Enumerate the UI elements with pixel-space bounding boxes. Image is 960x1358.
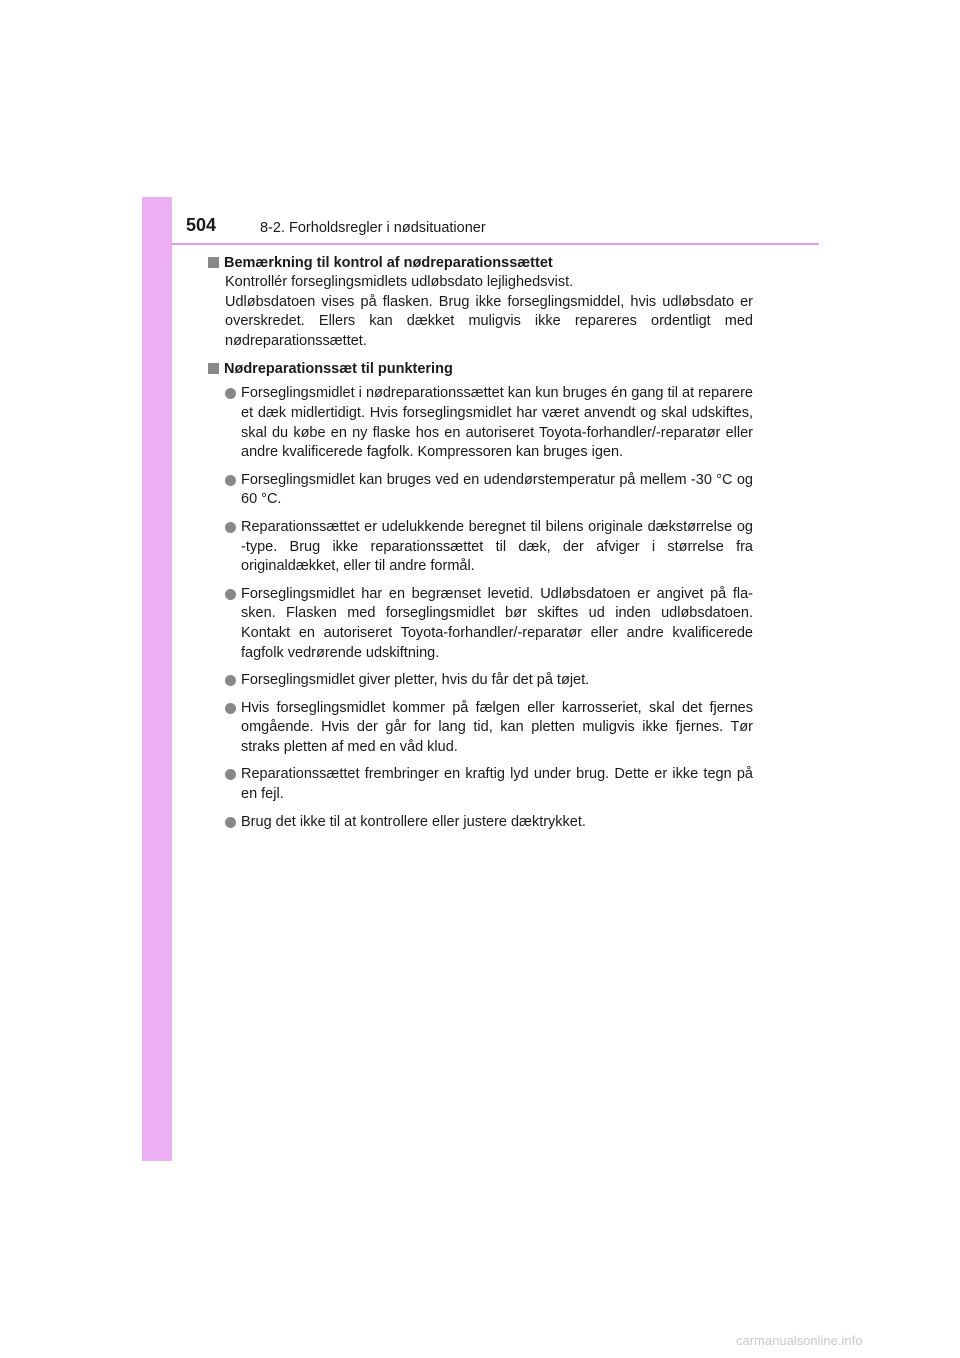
round-bullet-icon [225, 817, 236, 828]
header-rule [172, 243, 819, 245]
list-item-text: Forseglingsmidlet i nødreparationssættet kan kun bruges én gang til at reparere et dæk midlertidigt. Hvis forseglingsmidlet har været anvendt og skal udskiftes, skal du købe en ny flaske hos en autoriseret Toyota-forhandler/-reparatør eller andre kvalificerede fagfolk. Kompressoren kan bruges igen. [241, 385, 753, 461]
paragraph: Kontrollér forseglingsmidlets udløbsdato lejlighedsvist. [225, 274, 574, 290]
page-header [142, 197, 819, 245]
section-heading-text: Nødreparationssæt til punktering [224, 361, 453, 378]
watermark: carmanualsonline.info [736, 1333, 863, 1348]
round-bullet-icon [225, 589, 236, 600]
section-check-kit [208, 254, 753, 351]
list-item [225, 518, 753, 577]
section-heading-text: Bemærkning til kontrol af nødreparationssættet [224, 255, 553, 271]
page-content [208, 254, 753, 840]
list-item [225, 671, 753, 691]
list-item [225, 471, 753, 510]
round-bullet-icon [225, 475, 236, 486]
section-repair-kit [208, 360, 753, 832]
paragraph: Udløbsdatoen vises på flasken. Brug ikke forseglingsmiddel, hvis udløbsdato er overskredet. Ellers kan dækket muligvis ikke repareres ordentligt med nødreparationssættet. [225, 293, 753, 349]
list-item-text: Hvis forseglingsmidlet kommer på fælgen eller karrosseriet, skal det fjernes omgående. Hvis der går for lang tid, kan pletten muligvis ikke fjernes. Tør straks pletten af med en våd klud. [241, 699, 753, 755]
round-bullet-icon [225, 769, 236, 780]
list-item [225, 765, 753, 804]
section-title: 8-2. Forholdsregler i nødsituationer [260, 220, 486, 236]
square-bullet-icon [208, 363, 219, 374]
section-heading [208, 254, 753, 273]
chapter-side-tab [142, 197, 172, 1161]
page-number: 504 [186, 215, 217, 235]
square-bullet-icon [208, 257, 219, 268]
list-item [225, 699, 753, 758]
list-item-text: Reparationssættet er udelukkende beregnet til bilens originale dækstørrelse og -type. Brug ikke reparationssættet til dæk, der afviger i størrelse fra originaldækket, eller til andre formål. [241, 518, 753, 575]
list-item-text: Forseglingsmidlet giver pletter, hvis du får det på tøjet. [241, 672, 590, 689]
list-item-text: Forseglingsmidlet kan bruges ved en udendørstemperatur på mellem -30 °C og 60 °C. [241, 471, 753, 508]
round-bullet-icon [225, 675, 236, 686]
list-item-text: Brug det ikke til at kontrollere eller justere dæktrykket. [241, 813, 586, 830]
list-item-text: Reparationssættet frembringer en kraftig lyd under brug. Dette er ikke tegn på en fejl. [241, 766, 753, 803]
round-bullet-icon [225, 522, 236, 533]
list-item [225, 813, 753, 833]
round-bullet-icon [225, 703, 236, 714]
round-bullet-icon [225, 388, 236, 399]
list-item [225, 384, 753, 462]
list-item [225, 585, 753, 663]
section-heading [208, 360, 753, 379]
list-item-text: Forseglingsmidlet har en begrænset levetid. Udløbsdatoen er angivet på fla-sken. Flasken med forseglingsmidlet bør skiftes ud inden udløbsdatoen. Kontakt en autoriseret Toyota-forhandler/-reparatør eller andre kvalificerede fagfolk vedrørende udskiftning. [241, 585, 753, 661]
